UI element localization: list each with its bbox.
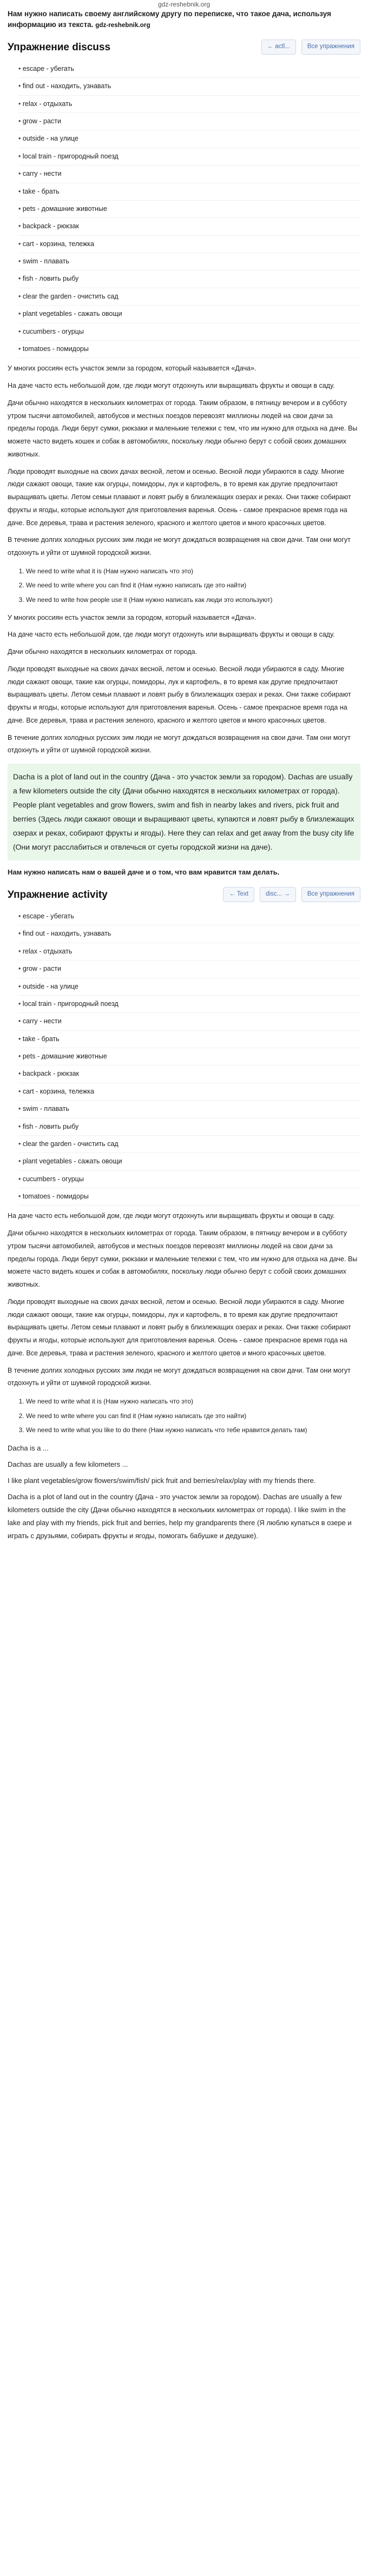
text-paragraph: В течение долгих холодных русских зим люди не могут дождаться возвращения на свои дачи. Там они могут отдохнуть и уйти от шумной городской жизни. [8,1366,351,1387]
vocab-item: • relax - отдыхать [18,96,360,113]
vocab-item: • plant vegetables - сажать овощи [18,1153,360,1170]
template-line: I like plant vegetables/grow flowers/swim/fish/ pick fruit and berries/relax/play with my friends there. [8,1476,316,1485]
vocab-item: • clear the garden - очистить сад [18,288,360,306]
activity-nav [223,887,360,902]
prev-exercise-button[interactable]: ← actl... [261,39,296,55]
final-answer: Dacha is a plot of land out in the country (Дача - это участок земли за городом). Dachas are usually a few kilometers outside the city (Дачи обычно находятся в нескольких километрах от города). I like swim in the lake and play with my friends, pick fruit and berries, help my grandparents there (Я люблю купаться в озере и играть с друзьями, собирать фрукты и ягоды, помогать бабушке и дедушке). [8,1493,352,1540]
arrow-left-icon: ← [229,891,235,898]
text-paragraph: Дачи обычно находятся в нескольких километрах от города. [8,648,198,656]
text-paragraph: У многих россиян есть участок земли за городом, который называется «Дача». [8,365,257,373]
template-line: Dacha is a ... [8,1443,49,1452]
vocab-item: • cart - корзина, тележка [18,236,360,253]
activity-vocab-list [8,908,360,1206]
activity-task: Нам нужно написать нам о вашей даче и о том, что вам нравится там делать. [8,868,280,877]
vocab-item: • swim - плавать [18,253,360,270]
question-item: 2. We need to write where you can find it (Нам нужно написать где это найти) [26,1409,360,1423]
vocab-item: • fish - ловить рыбу [18,270,360,288]
discuss-title: Упражнение discuss [8,41,111,53]
question-item: 1. We need to write what it is (Нам нужно написать что это) [26,1394,360,1409]
text-paragraph: Дачи обычно находятся в нескольких километрах от города. Таким образом, в пятницу вечером и в субботу утром тысячи автомобилей, автобусов и местных поездов перевозят миллионы людей на свои дачи за пределы города. Люди берут сумки, рюкзаки и маленькие тележки с тем, что им нужно для отдыха на даче. Вы можете часто видеть кошек и собак в автомобилях, поскольку люди обычно берут с собой своих домашних животных. [8,1229,358,1289]
activity-section [8,887,360,1543]
vocab-item: • take - брать [18,183,360,201]
text-paragraph: На даче часто есть небольшой дом, где люди могут отдохнуть или выращивать фрукты и овощи в саду. [8,631,335,639]
arrow-left-icon: ← [267,43,274,50]
vocab-item: • escape - убегать [18,61,360,78]
vocab-item: • grow - расти [18,961,360,978]
text-paragraph: В течение долгих холодных русских зим люди не могут дождаться возвращения на свои дачи. Там они могут отдохнуть и уйти от шумной городской жизни. [8,733,351,754]
text-paragraph: Люди проводят выходные на своих дачах весной, летом и осенью. Весной люди убираются в саду. Многие люди сажают овощи, такие как огурцы, помидоры, лук и картофель, в то время как другие предпочитают выращивать цветы. Летом семьи плавают и ловят рыбу в близлежащих озерах и реках. Они также собирают фрукты и ягоды, которые используют для приготовления варенья. Осень - самое прекрасное время года на даче. Все деревья, трава и растения зеленого, красного и желтого цветов и много красочных цветов. [8,1297,351,1357]
text-paragraph: У многих россиян есть участок земли за городом, который называется «Дача». [8,613,257,621]
vocab-item: • carry - нести [18,165,360,183]
discuss-questions [8,564,360,607]
vocab-item: • backpack - рюкзак [18,218,360,235]
discuss-nav [261,39,360,55]
all-exercises-button[interactable]: Все упражнения [301,887,360,902]
watermark: gdz-reshebnik.org [95,22,150,29]
question-item: 1. We need to write what it is (Нам нужно написать что это) [26,564,360,579]
vocab-item: • carry - нести [18,1013,360,1030]
vocab-item: • relax - отдыхать [18,943,360,961]
prev-exercise-button[interactable]: ← Text [223,887,254,902]
vocab-item: • local train - пригородный поезд [18,148,360,165]
question-item: 3. We need to write what you like to do there (Нам нужно написать что тебе нравится делать там) [26,1423,360,1438]
vocab-item: • find out - находить, узнавать [18,925,360,943]
vocab-item: • tomatoes - помидоры [18,341,360,358]
vocab-item: • pets - домашние животные [18,1048,360,1065]
activity-title: Упражнение activity [8,889,108,900]
vocab-item: • outside - на улице [18,130,360,148]
all-exercises-button[interactable]: Все упражнения [301,39,360,55]
text-paragraph: В течение долгих холодных русских зим люди не могут дождаться возвращения на свои дачи. Там они могут отдохнуть и уйти от шумной городской жизни. [8,536,351,557]
activity-questions [8,1394,360,1438]
vocab-item: • find out - находить, узнавать [18,78,360,95]
vocab-item: • cucumbers - огурцы [18,1171,360,1188]
discuss-vocab-list [8,61,360,358]
discuss-header [8,39,360,55]
text-paragraph: Дачи обычно находятся в нескольких километрах от города. Таким образом, в пятницу вечером и в субботу утром тысячи автомобилей, автобусов и местных поездов перевозят миллионы людей на свои дачи за пределы города. Люди берут сумки, рюкзаки и маленькие тележки с тем, что им нужно для отдыха на даче. Вы можете часто видеть кошек и собак в автомобилях, поскольку люди обычно берут с собой своих домашних животных. [8,399,358,458]
vocab-item: • cucumbers - огурцы [18,323,360,341]
vocab-item: • plant vegetables - сажать овощи [18,306,360,323]
vocab-item: • tomatoes - помидоры [18,1188,360,1206]
vocab-item: • outside - на улице [18,978,360,996]
intro-text: Нам нужно написать своему английскому другу по переписке, что такое дача, используя информацию из текста. gdz-reshebnik.org [8,10,331,29]
discuss-answer: Dacha is a plot of land out in the country (Дача - это участок земли за городом). Dachas are usually a few kilometers outside the city (Дачи обычно находятся в нескольких километрах от города). People plant vegetables and grow flowers, swim and fish in nearby lakes and rivers, pick fruit and berries (Здесь люди сажают овощи и выращивают цветы, купаются и ловят рыбу в близлежащих озерах и реках, собирают фрукты и ягоды). Here they can relax and get away from the busy city life (Они могут расслабиться и отвлечься от суеты городской жизни на даче). [8,764,360,860]
vocab-item: • take - брать [18,1031,360,1048]
site-name: gdz-reshebnik.org [157,1,211,8]
vocab-item: • fish - ловить рыбу [18,1118,360,1136]
next-exercise-button[interactable]: disc... → [260,887,296,902]
question-item: 3. We need to write how people use it (Нам нужно написать как люди это используют) [26,593,360,607]
arrow-right-icon: → [284,891,290,898]
vocab-item: • grow - расти [18,113,360,130]
text-paragraph: На даче часто есть небольшой дом, где люди могут отдохнуть или выращивать фрукты и овощи в саду. [8,382,335,390]
vocab-item: • cart - корзина, тележка [18,1083,360,1101]
vocab-item: • swim - плавать [18,1101,360,1118]
activity-header [8,887,360,903]
text-paragraph: Люди проводят выходные на своих дачах весной, летом и осенью. Весной люди убираются в саду. Многие люди сажают овощи, такие как огурцы, помидоры, лук и картофель, в то время как другие предпочитают выращивать цветы. Летом семьи плавают и ловят рыбу в близлежащих озерах и реках. Они также собирают фрукты и ягоды, которые используют для приготовления варенья. Осень - самое прекрасное время года на даче. Все деревья, трава и растения зеленого, красного и желтого цветов и много красочных цветов. [8,665,351,724]
vocab-item: • local train - пригородный поезд [18,996,360,1013]
vocab-item: • pets - домашние животные [18,201,360,218]
vocab-item: • backpack - рюкзак [18,1065,360,1083]
text-paragraph: Люди проводят выходные на своих дачах весной, летом и осенью. Весной люди убираются в саду. Многие люди сажают овощи, такие как огурцы, помидоры, лук и картофель, в то время как другие предпочитают выращивать цветы. Летом семьи плавают и ловят рыбу в близлежащих озерах и реках. Они также собирают фрукты и ягоды, которые используют для приготовления варенья. Осень - самое прекрасное время года на даче. Все деревья, трава и растения зеленого, красного и желтого цветов и много красочных цветов. [8,467,351,527]
template-line: Dachas are usually a few kilometers ... [8,1460,128,1468]
vocab-item: • escape - убегать [18,908,360,925]
text-paragraph: На даче часто есть небольшой дом, где люди могут отдохнуть или выращивать фрукты и овощи в саду. [8,1212,335,1220]
question-item: 2. We need to write where you can find it (Нам нужно написать где это найти) [26,578,360,593]
discuss-section [8,39,360,878]
vocab-item: • clear the garden - очистить сад [18,1136,360,1153]
